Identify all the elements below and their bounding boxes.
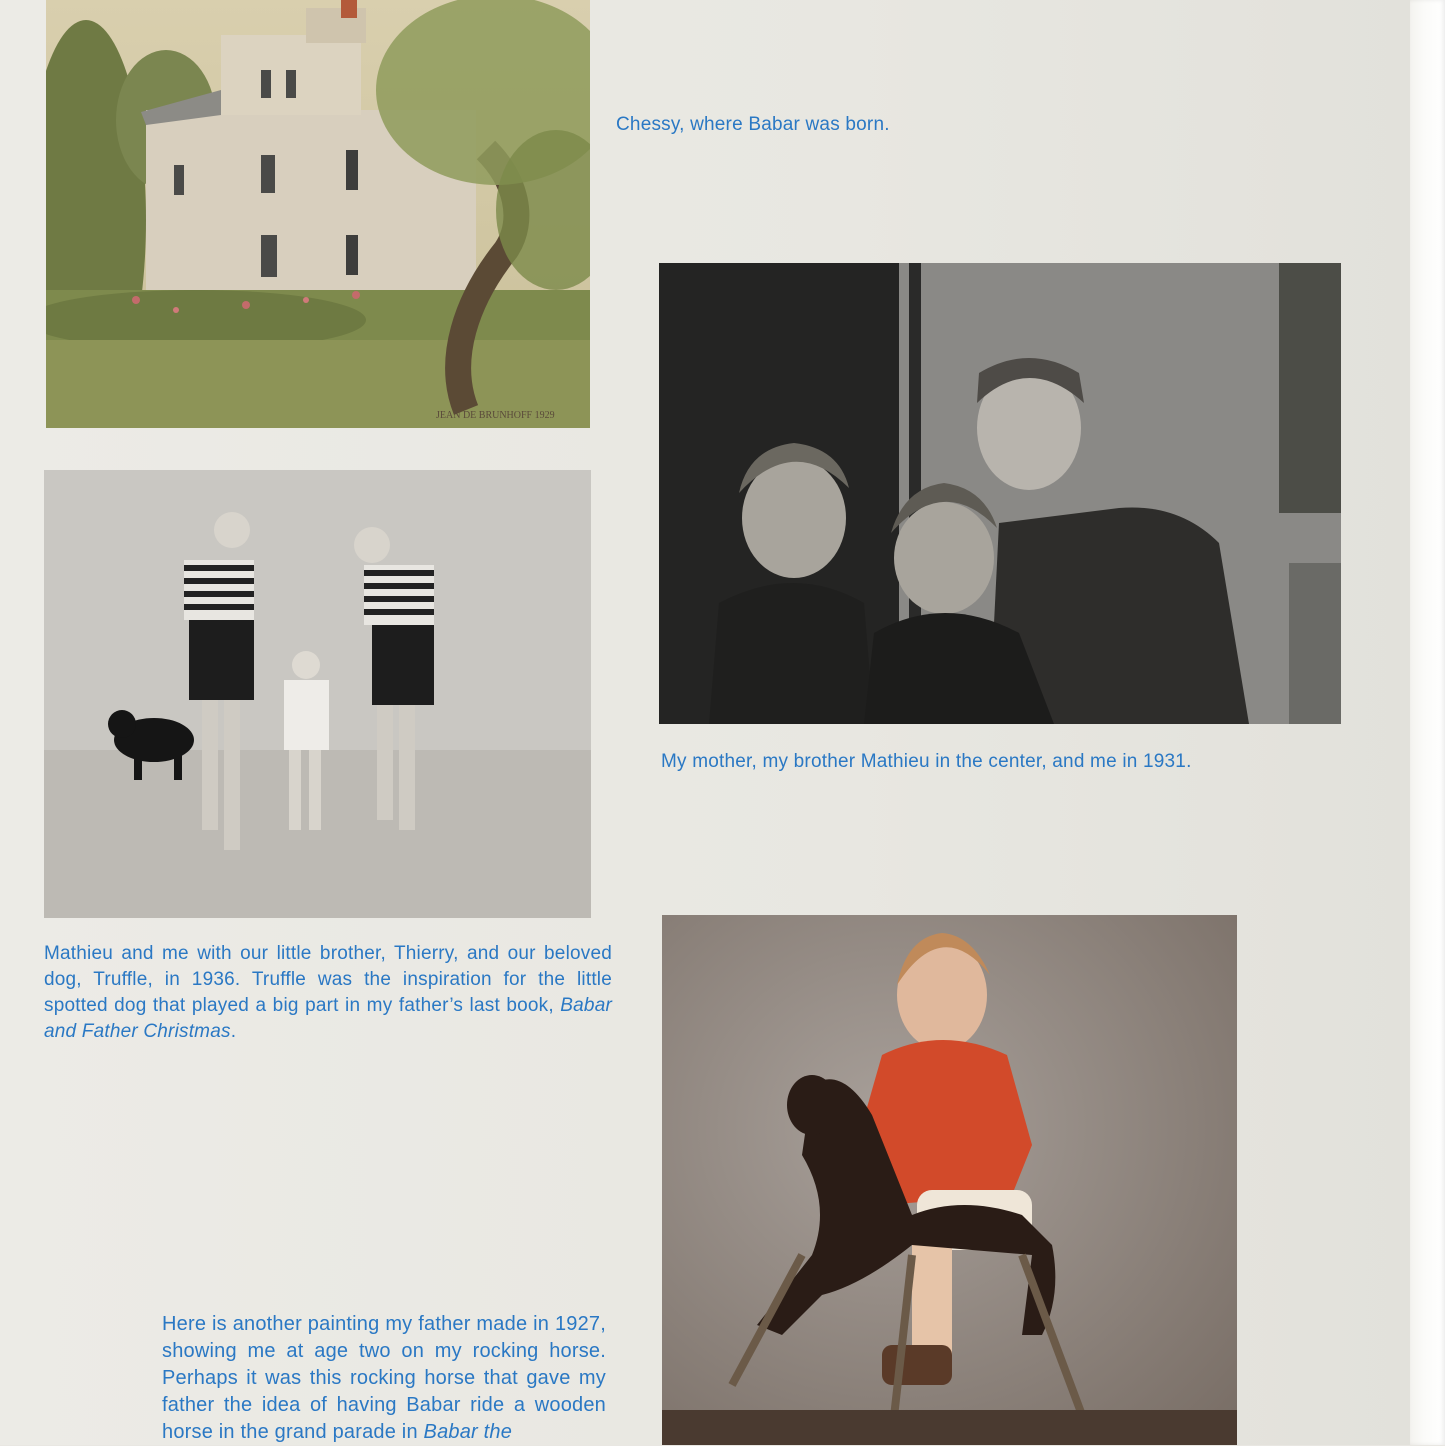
book-title-father-christmas: Babar and Father Christmas <box>44 995 612 1042</box>
rocking-horse-painting <box>662 915 1237 1445</box>
page-edge <box>1410 0 1445 1445</box>
caption-beach <box>44 941 612 1045</box>
caption-rocking-text: Here is another painting my father made in 1927, showing me at age two on my rocking horse. Perhaps it was this rocking horse that gave my father the idea of having Babar ride a wooden horse in the grand parade in <box>162 1313 606 1443</box>
caption-beach-end: . <box>230 1021 237 1042</box>
chessy-house-painting <box>46 0 590 428</box>
caption-beach-text: Mathieu and me with our little brother, Thierry, and our beloved dog, Truffle, in 1936. Truffle was the inspiration for the little spotted dog that played a big part in my father’s last book, <box>44 943 612 1016</box>
caption-chessy: Chessy, where Babar was born. <box>616 114 890 135</box>
mother-and-sons-photo <box>659 263 1341 724</box>
book-title-babar-the: Babar the <box>423 1421 513 1443</box>
caption-mother: My mother, my brother Mathieu in the center, and me in 1931. <box>661 751 1192 772</box>
caption-rocking-horse <box>162 1311 606 1446</box>
painting-signature: JEAN DE BRUNHOFF 1929 <box>436 410 555 421</box>
beach-photo <box>44 470 591 918</box>
